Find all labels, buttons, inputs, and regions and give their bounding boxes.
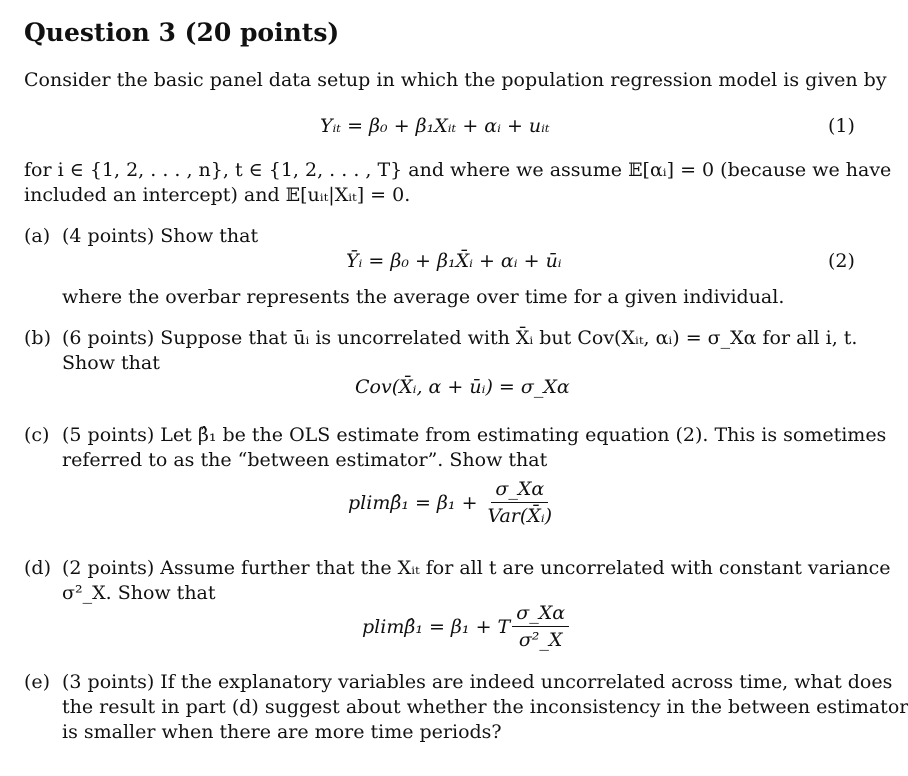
equation-2-number: (2) [828, 250, 855, 272]
part-b-line-1: (6 points) Suppose that ūᵢ is uncorrelated with X̄ᵢ but Cov(Xᵢₜ, αᵢ) = σ_Xα for all i, t. [62, 327, 858, 349]
part-b-equation: Cov(X̄ᵢ, α + ūᵢ) = σ_Xα [355, 376, 570, 398]
part-d-equation-lhs: plimβ̂₁ = β₁ + T [362, 615, 511, 638]
part-c-line-2: referred to as the “between estimator”. Show that [62, 449, 548, 471]
part-b-line-2: Show that [62, 352, 160, 374]
part-d-fraction-numerator: σ_Xα [512, 602, 569, 627]
equation-1: Yᵢₜ = β₀ + β₁Xᵢₜ + αᵢ + uᵢₜ [320, 115, 550, 137]
part-c-fraction-numerator: σ_Xα [491, 478, 548, 503]
equation-2: Ȳᵢ = β₀ + β₁X̄ᵢ + αᵢ + ūᵢ [346, 250, 562, 272]
conditions-line-1: for i ∈ {1, 2, . . . , n}, t ∈ {1, 2, . . . , T} and where we assume 𝔼[αᵢ] = 0 (because we have [24, 159, 892, 181]
question-heading: Question 3 (20 points) [24, 18, 340, 47]
part-d-line-2: σ²_X. Show that [62, 582, 216, 604]
part-a-note: where the overbar represents the average over time for a given individual. [62, 286, 785, 308]
part-d-equation [362, 602, 569, 651]
equation-1-number: (1) [828, 115, 855, 137]
part-e-line-1: (3 points) If the explanatory variables are indeed uncorrelated across time, what does [62, 671, 893, 693]
part-d-fraction [512, 602, 569, 651]
part-c-equation [348, 478, 556, 527]
part-b-label: (b) [24, 327, 51, 349]
part-d-label: (d) [24, 557, 51, 579]
part-d-line-1: (2 points) Assume further that the Xᵢₜ for all t are uncorrelated with constant variance [62, 557, 891, 579]
part-c-label: (c) [24, 424, 50, 446]
conditions-line-2: included an intercept) and 𝔼[uᵢₜ|Xᵢₜ] = 0. [24, 184, 411, 206]
part-e-line-2: the result in part (d) suggest about whether the inconsistency in the between estimator [62, 696, 908, 718]
intro-text: Consider the basic panel data setup in which the population regression model is given by [24, 69, 887, 91]
part-a-label: (a) [24, 225, 51, 247]
part-a-text: (4 points) Show that [62, 225, 259, 247]
part-d-fraction-denominator: σ²_X [518, 629, 563, 651]
part-c-line-1: (5 points) Let β̂₁ be the OLS estimate from estimating equation (2). This is sometimes [62, 424, 887, 446]
part-e-line-3: is smaller when there are more time periods? [62, 721, 502, 743]
part-c-fraction [484, 478, 557, 527]
part-c-equation-lhs: plimβ̂₁ = β₁ + [348, 491, 478, 514]
part-e-label: (e) [24, 671, 51, 693]
part-c-fraction-denominator: Var(X̄ᵢ) [487, 505, 553, 527]
